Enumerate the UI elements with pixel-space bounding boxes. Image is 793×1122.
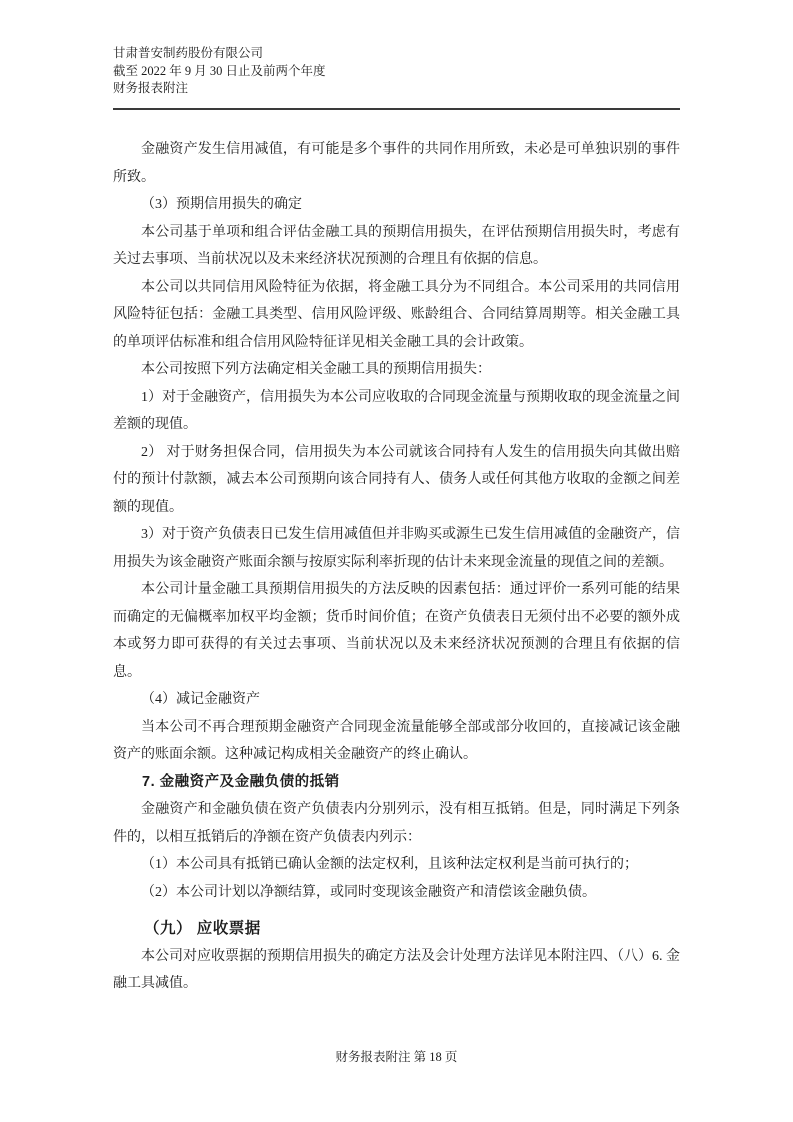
heading-offsetting: 7. 金融资产及金融负债的抵销 [142,773,340,790]
para-method-financial-guarantee: 2） 对于财务担保合同，信用损失为本公司就该合同持有人发生的信用损失向其做出赔付的预计付款额，减去本公司预期向该合同持有人、债务人或任何其他方收取的金额之间差额的现值。 [113,444,680,515]
header-period: 截至 2022 年 9 月 30 日止及前两个年度 [113,63,326,78]
para-ecl-assessment-basis: 本公司基于单项和组合评估金融工具的预期信用损失，在评估预期信用损失时，考虑有关过去事项、当前状况以及未来经济状况预测的合理且有依据的信息。 [113,224,680,267]
page-header [113,45,680,98]
para-writeoff-description: 当本公司不再合理预期金融资产合同现金流量能够全部或部分收回的，直接减记该金融资产的账面余额。这种减记构成相关金融资产的终止确认。 [113,719,680,762]
header-divider [113,108,680,110]
subheading-writeoff-financial-assets: （4）减记金融资产 [141,692,260,707]
heading-notes-receivable: （九） 应收票据 [144,920,261,937]
para-ecl-measurement-factors: 本公司计量金融工具预期信用损失的方法反映的因素包括：通过评价一系列可能的结果而确定的无偏概率加权平均金额；货币时间价值；在资产负债表日无须付出不必要的额外成本或努力即可获得的有关过去事项、当前状况以及未来经济状况预测的合理且有依据的信息。 [113,582,680,680]
para-offsetting-conditions-intro: 金融资产和金融负债在资产负债表内分别列示，没有相互抵销。但是，同时满足下列条件的，以相互抵销后的净额在资产负债表内列示： [113,802,680,845]
para-offsetting-condition-1: （1）本公司具有抵销已确认金额的法定权利，且该种法定权利是当前可执行的； [141,857,638,872]
para-method-credit-impaired: 3）对于资产负债表日已发生信用减值但并非购买或源生已发生信用减值的金融资产，信用损失为该金融资产账面余额与按原实际利率折现的估计未来现金流量的现值之间的差额。 [113,527,680,570]
para-ecl-methods-intro: 本公司按照下列方法确定相关金融工具的预期信用损失： [141,362,491,377]
subheading-ecl-determination: （3）预期信用损失的确定 [141,197,302,212]
para-credit-impairment-events: 金融资产发生信用减值，有可能是多个事件的共同作用所致，未必是可单独识别的事件所致。 [113,142,680,185]
header-company: 甘肃普安制药股份有限公司 [113,46,264,60]
para-common-credit-risk-characteristics: 本公司以共同信用风险特征为依据，将金融工具分为不同组合。本公司采用的共同信用风险特征包括：金融工具类型、信用风险评级、账龄组合、合同结算周期等。相关金融工具的单项评估标准和组合信用风险特征详见相关金融工具的会计政策。 [113,279,680,350]
page-footer: 财务报表附注 第 18 页 [335,1050,458,1064]
document-body [113,136,680,998]
para-method-financial-assets: 1）对于金融资产，信用损失为本公司应收取的合同现金流量与预期收取的现金流量之间差额的现值。 [113,389,680,432]
header-doc-title: 财务报表附注 [113,81,189,95]
para-offsetting-condition-2: （2）本公司计划以净额结算，或同时变现该金融资产和清偿该金融负债。 [141,884,596,900]
para-notes-receivable-policy: 本公司对应收票据的预期信用损失的确定方法及会计处理方法详见本附注四、（八）6. 金融工具减值。 [113,948,680,991]
